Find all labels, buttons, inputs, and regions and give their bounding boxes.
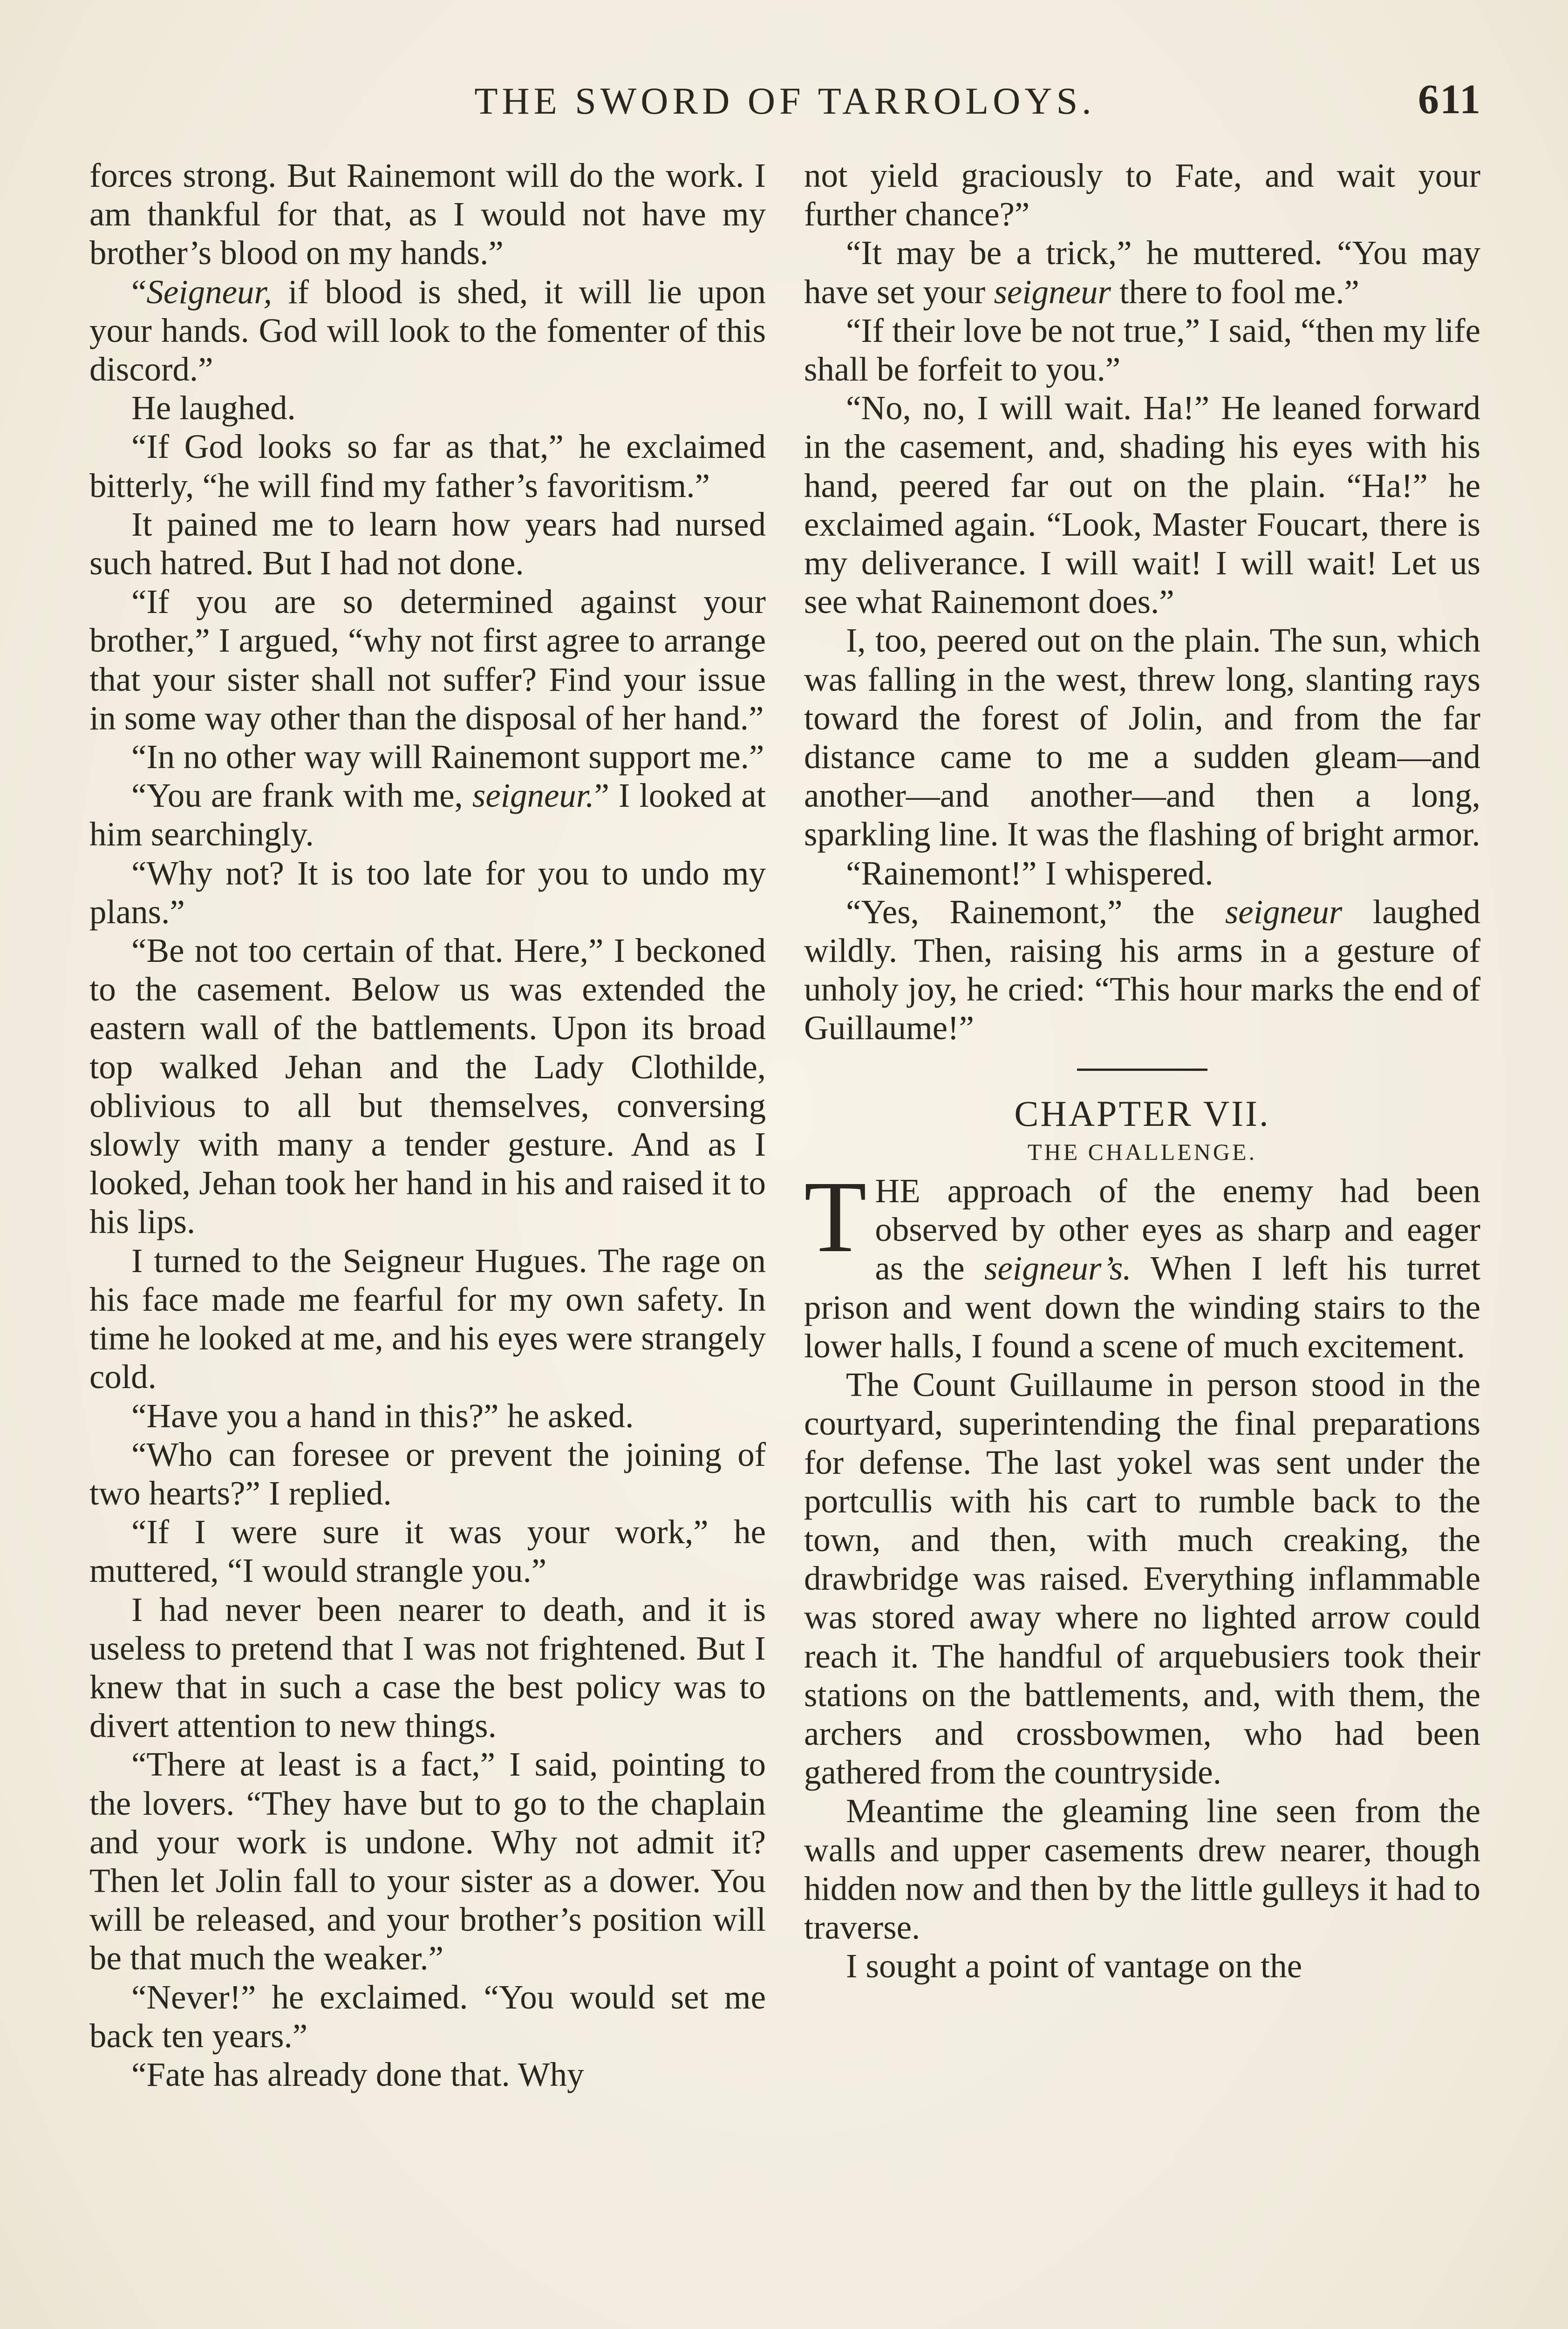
paragraph: I had never been nearer to death, and it is useless to pretend that I was not frightened. But I knew that in such a case the best policy was to divert attention to new things. bbox=[89, 1590, 766, 1745]
paragraph: “There at least is a fact,” I said, pointing to the lovers. “They have but to go to the chaplain and your work is undone. Why not admit it? Then let Jolin fall to your sister as a dower. You will be released, and your brother’s position will be that much the weaker.” bbox=[89, 1745, 766, 1977]
paragraph: forces strong. But Rainemont will do the work. I am thankful for that, as I would not have my brother’s blood on my hands.” bbox=[89, 157, 766, 272]
paragraph-text: “It may be a trick,” he muttered. “You may have set your bbox=[804, 234, 1480, 311]
paragraph: “If I were sure it was your work,” he muttered, “I would strangle you.” bbox=[89, 1513, 766, 1590]
italic-word: seigneur bbox=[994, 272, 1111, 311]
paragraph-text: “You are frank with me, bbox=[131, 776, 472, 815]
paragraph: not yield graciously to Fate, and wait your further chance?” bbox=[804, 157, 1480, 233]
paragraph: I sought a point of vantage on the bbox=[846, 1947, 1302, 1985]
paragraph-text: HE approach of the enemy had been observed by other eyes as sharp and eager as the bbox=[875, 1172, 1480, 1287]
paragraph: “In no other way will Rainemont support me.” bbox=[131, 738, 764, 776]
chapter-number: CHAPTER VII. bbox=[1014, 1093, 1270, 1134]
paragraph: “Be not too certain of that. Here,” I beckoned to the casement. Below us was extended the eastern wall of the battlements. Upon its broad top walked Jehan and the Lady Clothilde, oblivious to all but themselves, conversing slowly with many a tender gesture. And as I looked, Jehan took her hand in his and raised it to his lips. bbox=[89, 932, 766, 1241]
paragraph: “No, no, I will wait. Ha!” He leaned forward in the casement, and, shading his eyes with his hand, peered far out on the plain. “Ha!” he exclaimed again. “Look, Master Foucart, there is my deliverance. I will wait! I will wait! Let us see what Rainemont does.” bbox=[804, 389, 1480, 621]
paragraph-text: ” I looked at him searchingly. bbox=[89, 776, 766, 853]
italic-word: Seigneur, bbox=[146, 272, 273, 311]
paragraph: “Fate has already done that. Why bbox=[131, 2055, 584, 2093]
paragraph bbox=[804, 1160, 1480, 1365]
paragraph-text: laughed wildly. Then, raising his arms in a gesture of unholy joy, he cried: “This hour marks the end of Guillaume!” bbox=[804, 892, 1480, 1047]
drop-cap: T bbox=[804, 1160, 867, 1274]
paragraph bbox=[89, 776, 766, 853]
italic-word: seigneur bbox=[1225, 892, 1343, 931]
paragraph: “Never!” he exclaimed. “You would set me back ten years.” bbox=[89, 1978, 766, 2055]
paragraph-text: there to fool me.” bbox=[1111, 272, 1359, 311]
left-column bbox=[89, 156, 766, 2094]
italic-word: seigneur. bbox=[472, 776, 594, 815]
quote-mark: “ bbox=[131, 272, 147, 311]
paragraph bbox=[89, 272, 766, 389]
right-column bbox=[804, 156, 1480, 1985]
paragraph-text: “Yes, Rainemont,” the bbox=[846, 892, 1225, 931]
paragraph: “Why not? It is too late for you to undo my plans.” bbox=[89, 854, 766, 931]
paragraph: I, too, peered out on the plain. The sun, which was falling in the west, threw long, slanting rays toward the forest of Jolin, and from the far distance came to me a sudden gleam—and another—and another—and then a long, sparkling line. It was the flashing of bright armor. bbox=[804, 621, 1480, 853]
section-divider bbox=[1077, 1069, 1207, 1071]
paragraph: “Who can foresee or prevent the joining of two hearts?” I replied. bbox=[89, 1435, 766, 1512]
paragraph: “If their love be not true,” I said, “then my life shall be forfeit to you.” bbox=[804, 311, 1480, 388]
paragraph: He laughed. bbox=[131, 389, 296, 427]
paragraph: I turned to the Seigneur Hugues. The rage on his face made me fearful for my own safety. In time he looked at me, and his eyes were strangely cold. bbox=[89, 1241, 766, 1396]
italic-word: seigneur’s. bbox=[984, 1249, 1132, 1287]
running-head bbox=[89, 70, 1481, 135]
paragraph-text: When I left his turret prison and went down the winding stairs to the lower halls, I found a scene of much excitement. bbox=[804, 1249, 1480, 1365]
running-title: THE SWORD OF TARROLOYS. bbox=[474, 80, 1096, 122]
paragraph-text: if blood is shed, it will lie upon your hands. God will look to the fomenter of this discord.” bbox=[89, 272, 766, 388]
paragraph: Meantime the gleaming line seen from the walls and upper casements drew nearer, though hidden now and then by the little gulleys it had to traverse. bbox=[804, 1792, 1480, 1946]
paragraph: The Count Guillaume in person stood in the courtyard, superintending the final preparations for defense. The last yokel was sent under the portcullis with his cart to rumble back to the town, and then, with much creaking, the drawbridge was raised. Everything inflammable was stored away where no lighted arrow could reach it. The handful of arquebusiers took their stations on the battlements, and, with them, the archers and crossbowmen, who had been gathered from the countryside. bbox=[804, 1366, 1480, 1791]
paragraph: “If you are so determined against your brother,” I argued, “why not first agree to arrange that your sister shall not suffer? Find your issue in some way other than the disposal of her hand.” bbox=[89, 583, 766, 737]
paragraph: It pained me to learn how years had nursed such hatred. But I had not done. bbox=[89, 505, 766, 582]
paragraph bbox=[804, 233, 1480, 311]
chapter-title: THE CHALLENGE. bbox=[1027, 1138, 1257, 1165]
paragraph: “Rainemont!” I whispered. bbox=[846, 854, 1213, 892]
page-number: 611 bbox=[1418, 76, 1481, 123]
paragraph: “Have you a hand in this?” he asked. bbox=[131, 1396, 634, 1435]
paragraph bbox=[804, 892, 1480, 1048]
paragraph: “If God looks so far as that,” he exclaimed bitterly, “he will find my father’s favoritism.” bbox=[89, 428, 766, 504]
